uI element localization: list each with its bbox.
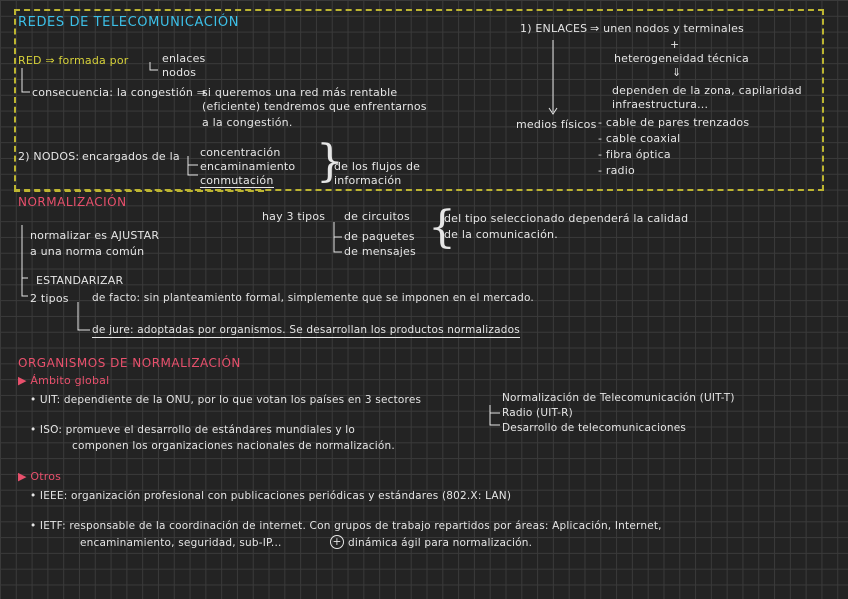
nodos-tipo-0: de circuitos [344, 210, 410, 223]
organismos-otros: ▶ Otros [18, 470, 62, 483]
nodos-head: 2) NODOS: [18, 150, 80, 163]
organismos-ietf-3: dinámica ágil para normalización. [348, 537, 533, 549]
enlaces-unen: ⇒ unen nodos y terminales [590, 22, 744, 35]
normalizacion-jure: de jure: adoptadas por organismos. Se desarrollan los productos normalizados [92, 324, 520, 336]
enlaces-depend-1: dependen de la zona, capilaridad [612, 84, 802, 97]
red-note-1: si queremos una red más rentable [202, 86, 398, 99]
normalizacion-estandarizar: ESTANDARIZAR [36, 274, 124, 287]
enlaces-plus: + [670, 38, 680, 51]
normalizacion-facto: de facto: sin planteamiento formal, simplemente que se imponen en el mercado. [92, 292, 534, 304]
normalizacion-tipos: 2 tipos [30, 292, 69, 305]
tipos-brace: { [428, 202, 456, 253]
nodos-item-2: conmutación [200, 174, 274, 187]
normalizacion-def-2: a una norma común [30, 245, 145, 258]
organismos-uit: • UIT: dependiente de la ONU, por lo que votan los países en 3 sectores [30, 394, 422, 406]
red-enlaces: enlaces [162, 52, 206, 65]
nodos-tipo-1: de paquetes [344, 230, 415, 243]
organismos-iso-2: componen los organizaciones nacionales de normalización. [72, 440, 395, 452]
enlaces-down: ⇓ [672, 66, 682, 79]
enlaces-medio-0: - cable de pares trenzados [598, 116, 750, 129]
enlaces-medios: medios físicos [516, 118, 597, 131]
nodos-desc: encargados de la [82, 150, 180, 163]
uit-sector-0: Normalización de Telecomunicación (UIT-T) [502, 392, 735, 404]
normalizacion-def-1: normalizar es AJUSTAR [30, 229, 160, 242]
enlaces-depend-2: infraestructura... [612, 98, 709, 111]
enlaces-medio-2: - fibra óptica [598, 148, 671, 161]
organismos-ambito: ▶ Ámbito global [18, 374, 110, 387]
uit-sector-2: Desarrollo de telecomunicaciones [502, 422, 687, 434]
nodos-tipos: hay 3 tipos [262, 210, 326, 223]
enlaces-medio-1: - cable coaxial [598, 132, 681, 145]
organismos-iso-1: • ISO: promueve el desarrollo de estándares mundiales y lo [30, 424, 356, 436]
nodos-brace: } [316, 136, 344, 187]
organismos-ieee: • IEEE: organización profesional con publicaciones periódicas y estándares (802.X: LAN) [30, 490, 512, 502]
nodos-item-1: encaminamiento [200, 160, 296, 173]
red-nodos: nodos [162, 66, 197, 79]
enlaces-medio-3: - radio [598, 164, 635, 177]
organismos-ietf-plus: + [330, 535, 344, 549]
nodos-calidad-1: del tipo seleccionado dependerá la calidad [444, 212, 689, 225]
nodos-flows-2: información [334, 174, 402, 187]
red-note-3: a la congestión. [202, 116, 293, 129]
uit-sector-1: Radio (UIT-R) [502, 407, 573, 419]
red-head: RED ⇒ formada por [18, 54, 129, 67]
enlaces-heterog: heterogeneidad técnica [614, 52, 749, 65]
normalizacion-head: NORMALIZACIÓN [18, 195, 127, 209]
organismos-head: ORGANISMOS DE NORMALIZACIÓN [18, 356, 241, 370]
organismos-ietf-1: • IETF: responsable de la coordinación de internet. Con grupos de trabajo repartidos por áreas: Aplicación, Internet, [30, 520, 662, 532]
red-note-2: (eficiente) tendremos que enfrentarnos [202, 100, 427, 113]
organismos-ietf-2: encaminamiento, seguridad, sub-IP... [80, 537, 282, 549]
red-consequence: consecuencia: la congestión ⇒ [32, 86, 207, 99]
nodos-calidad-2: de la comunicación. [444, 228, 558, 241]
page-title: REDES DE TELECOMUNICACIÓN [18, 15, 240, 30]
enlaces-head: 1) ENLACES [520, 22, 588, 35]
nodos-tipo-2: de mensajes [344, 245, 416, 258]
nodos-item-0: concentración [200, 146, 281, 159]
nodos-flows-1: de los flujos de [334, 160, 421, 173]
